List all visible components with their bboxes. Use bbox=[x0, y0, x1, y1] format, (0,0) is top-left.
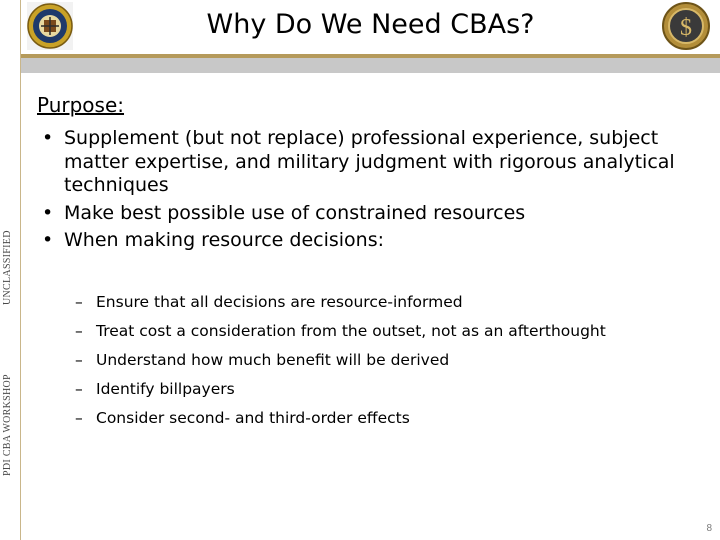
sub-bullet-text: Understand how much benefit will be derived bbox=[96, 351, 450, 369]
classification-label: UNCLASSIFIED bbox=[2, 230, 13, 305]
army-seal-icon bbox=[21, 0, 77, 52]
sub-list-item bbox=[75, 288, 675, 317]
slide-header bbox=[21, 0, 720, 54]
bullet-icon: • bbox=[42, 201, 54, 224]
side-banner bbox=[0, 0, 19, 540]
coin-symbol: $ bbox=[680, 15, 692, 41]
sub-list-item bbox=[75, 346, 675, 375]
bullet-text: When making resource decisions: bbox=[64, 229, 385, 251]
bullet-list bbox=[42, 127, 702, 257]
dollar-coin-icon bbox=[660, 0, 712, 52]
list-item bbox=[42, 202, 702, 226]
workshop-label: PDI CBA WORKSHOP bbox=[2, 374, 13, 476]
header-gray-band bbox=[21, 58, 720, 73]
page-number: 8 bbox=[706, 523, 712, 534]
bullet-text: Supplement (but not replace) professional experience, subject matter expertise, and military judgment with rigorous analytical techniques bbox=[64, 127, 675, 196]
sub-list-item bbox=[75, 404, 675, 433]
sub-bullet-text: Identify billpayers bbox=[96, 380, 235, 398]
list-item bbox=[42, 127, 702, 198]
sub-list-item bbox=[75, 375, 675, 404]
sub-bullet-text: Ensure that all decisions are resource-informed bbox=[96, 293, 463, 311]
slide-title: Why Do We Need CBAs? bbox=[206, 9, 535, 40]
bullet-text: Make best possible use of constrained resources bbox=[64, 201, 526, 224]
section-heading: Purpose: bbox=[37, 93, 125, 117]
list-item bbox=[42, 229, 702, 253]
side-divider bbox=[20, 0, 21, 540]
sub-bullet-text: Treat cost a consideration from the outset, not as an afterthought bbox=[96, 322, 606, 340]
bullet-icon: • bbox=[42, 127, 54, 149]
sub-bullet-text: Consider second- and third-order effects bbox=[96, 409, 410, 427]
dash-icon: – bbox=[75, 351, 83, 369]
bullet-icon: • bbox=[42, 229, 54, 251]
sub-bullet-list bbox=[75, 288, 675, 433]
dash-icon: – bbox=[75, 380, 83, 398]
dash-icon: – bbox=[75, 322, 83, 340]
sub-list-item bbox=[75, 317, 675, 346]
dash-icon: – bbox=[75, 409, 83, 427]
dash-icon: – bbox=[75, 293, 83, 311]
